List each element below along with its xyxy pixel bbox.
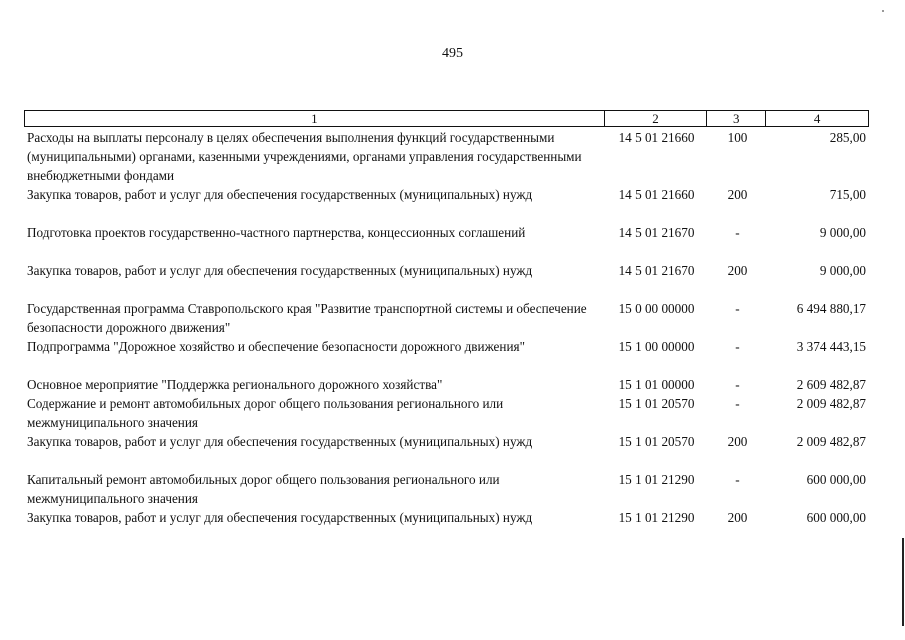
row-name: Капитальный ремонт автомобильных дорог общего пользования регионального или межмуниципального значения (27, 472, 500, 506)
row-amount: 9 000,00 (819, 225, 866, 240)
row-type: 200 (727, 434, 748, 449)
row-type: - (735, 301, 740, 316)
row-name: Основное мероприятие "Поддержка регионального дорожного хозяйства" (27, 377, 443, 392)
row-type: - (735, 225, 740, 240)
header-col-2: 2 (605, 111, 708, 126)
row-code: 15 0 00 00000 (618, 301, 695, 316)
table-row (24, 394, 869, 432)
row-code: 15 1 01 20570 (618, 434, 695, 449)
row-type: 200 (727, 263, 748, 278)
header-col-3: 3 (707, 111, 766, 126)
scan-edge-mark (902, 538, 904, 626)
row-type: - (735, 339, 740, 354)
row-amount: 6 494 880,17 (796, 301, 866, 316)
table-row (24, 223, 869, 261)
row-amount: 2 609 482,87 (796, 377, 866, 392)
row-code: 15 1 01 21290 (618, 472, 695, 487)
row-name: Расходы на выплаты персоналу в целях обеспечения выполнения функций государственными (муниципальными) органами, казенными учреждениями, органами управления государственными внебюджетными фондами (27, 130, 582, 183)
row-type: 200 (727, 510, 748, 525)
table-row (24, 508, 869, 546)
row-code: 15 1 00 00000 (618, 339, 695, 354)
row-name: Закупка товаров, работ и услуг для обеспечения государственных (муниципальных) нужд (27, 434, 533, 449)
row-name: Закупка товаров, работ и услуг для обеспечения государственных (муниципальных) нужд (27, 187, 533, 202)
table-row (24, 470, 869, 508)
row-code: 15 1 01 00000 (618, 377, 695, 392)
table-row (24, 261, 869, 299)
row-code: 14 5 01 21660 (618, 130, 695, 145)
table-row (24, 375, 869, 394)
row-name: Содержание и ремонт автомобильных дорог общего пользования регионального или межмуниципального значения (27, 396, 504, 430)
row-amount: 600 000,00 (806, 510, 866, 525)
page-number: 495 (442, 46, 463, 61)
row-name: Подготовка проектов государственно-частного партнерства, концессионных соглашений (27, 225, 526, 240)
row-type: - (735, 396, 740, 411)
row-type: - (735, 472, 740, 487)
row-type: - (735, 377, 740, 392)
row-amount: 285,00 (829, 130, 866, 145)
row-code: 14 5 01 21670 (618, 225, 695, 240)
row-code: 15 1 01 21290 (618, 510, 695, 525)
row-name: Государственная программа Ставропольского края "Развитие транспортной системы и обеспечение безопасности дорожного движения" (27, 301, 587, 335)
row-amount: 2 009 482,87 (796, 434, 866, 449)
table-row (24, 128, 869, 185)
row-code: 15 1 01 20570 (618, 396, 695, 411)
table-row (24, 432, 869, 470)
row-amount: 9 000,00 (819, 263, 866, 278)
row-name: Подпрограмма "Дорожное хозяйство и обеспечение безопасности дорожного движения" (27, 339, 525, 354)
row-amount: 600 000,00 (806, 472, 866, 487)
header-col-4: 4 (813, 111, 821, 126)
row-amount: 2 009 482,87 (796, 396, 866, 411)
row-name: Закупка товаров, работ и услуг для обеспечения государственных (муниципальных) нужд (27, 263, 533, 278)
row-amount: 3 374 443,15 (796, 339, 866, 354)
row-type: 200 (727, 187, 748, 202)
row-amount: 715,00 (829, 187, 866, 202)
table-row (24, 337, 869, 375)
table-row (24, 185, 869, 223)
row-code: 14 5 01 21670 (618, 263, 695, 278)
row-name: Закупка товаров, работ и услуг для обеспечения государственных (муниципальных) нужд (27, 510, 533, 525)
row-code: 14 5 01 21660 (618, 187, 695, 202)
row-type: 100 (727, 130, 748, 145)
header-col-1: 1 (25, 111, 605, 126)
scan-corner-dot (882, 10, 884, 12)
table-row (24, 299, 869, 337)
table-header (24, 110, 869, 127)
table-body (24, 128, 869, 546)
